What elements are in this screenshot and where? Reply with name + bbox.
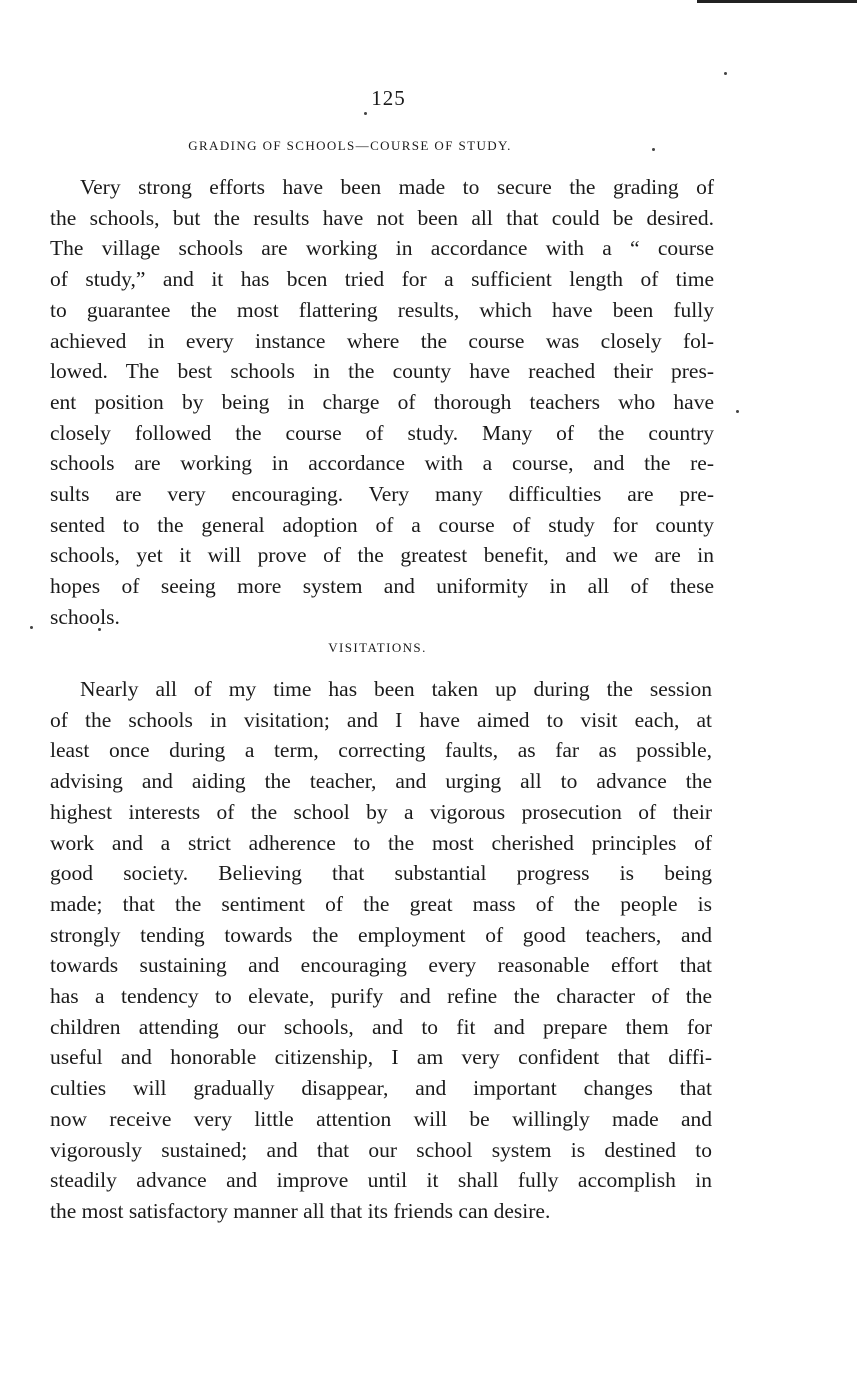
text-line: closely followed the course of study. Many of the country — [50, 420, 714, 445]
paragraph-grading — [50, 172, 714, 633]
print-speck — [30, 626, 33, 629]
text-line: work and a strict adherence to the most cherished principles of — [50, 830, 712, 855]
print-speck — [724, 72, 727, 75]
text-line: schools, yet it will prove of the greatest benefit, and we are in — [50, 543, 714, 568]
section-heading-visitations: VISITATIONS. — [328, 640, 427, 655]
text-line: culties will gradually disappear, and important changes that — [50, 1076, 712, 1101]
text-line: of study,” and it has bcen tried for a sufficient length of time — [50, 267, 714, 292]
text-line: vigorously sustained; and that our school system is destined to — [50, 1137, 712, 1162]
text-line: achieved in every instance where the course was closely fol- — [50, 328, 714, 353]
text-line: hopes of seeing more system and uniformity in all of these — [50, 574, 714, 599]
text-line: the schools, but the results have not been all that could be desired. — [50, 205, 714, 230]
text-line: sented to the general adoption of a course of study for county — [50, 512, 714, 537]
text-line: useful and honorable citizenship, I am very confident that diffi- — [50, 1045, 712, 1070]
text-line: now receive very little attention will be willingly made and — [50, 1106, 712, 1131]
text-line: sults are very encouraging. Very many difficulties are pre- — [50, 482, 714, 507]
text-line: highest interests of the school by a vigorous prosecution of their — [50, 799, 712, 824]
section-heading-grading: GRADING OF SCHOOLS—COURSE OF STUDY. — [188, 138, 512, 153]
text-line: Nearly all of my time has been taken up during the session — [80, 677, 712, 701]
text-line: Very strong efforts have been made to secure the grading of — [80, 175, 714, 199]
page-number: 125 — [371, 86, 406, 110]
text-line: towards sustaining and encouraging every reasonable effort that — [50, 953, 712, 978]
text-line: advising and aiding the teacher, and urging all to advance the — [50, 769, 712, 794]
text-line: lowed. The best schools in the county have reached their pres- — [50, 359, 714, 384]
text-line: to guarantee the most flattering results, which have been fully — [50, 297, 714, 322]
text-line: ent position by being in charge of thorough teachers who have — [50, 389, 714, 414]
print-speck — [652, 148, 655, 151]
text-line: schools are working in accordance with a course, and the re- — [50, 451, 714, 476]
text-line: schools. — [50, 604, 120, 629]
print-speck — [736, 410, 739, 413]
paragraph-visitations — [50, 674, 712, 1227]
text-line: The village schools are working in accordance with a “ course — [50, 236, 714, 261]
print-speck — [364, 112, 367, 115]
text-line: the most satisfactory manner all that its friends can desire. — [50, 1198, 551, 1223]
text-line: children attending our schools, and to fit and prepare them for — [50, 1014, 712, 1039]
page-edge-rule — [697, 0, 857, 3]
text-line: of the schools in visitation; and I have aimed to visit each, at — [50, 707, 712, 732]
text-line: good society. Believing that substantial progress is being — [50, 861, 712, 886]
text-line: has a tendency to elevate, purify and refine the character of the — [50, 984, 712, 1009]
text-line: strongly tending towards the employment of good teachers, and — [50, 922, 712, 947]
text-line: made; that the sentiment of the great mass of the people is — [50, 891, 712, 916]
text-line: steadily advance and improve until it shall fully accomplish in — [50, 1168, 712, 1193]
text-line: least once during a term, correcting faults, as far as possible, — [50, 738, 712, 763]
